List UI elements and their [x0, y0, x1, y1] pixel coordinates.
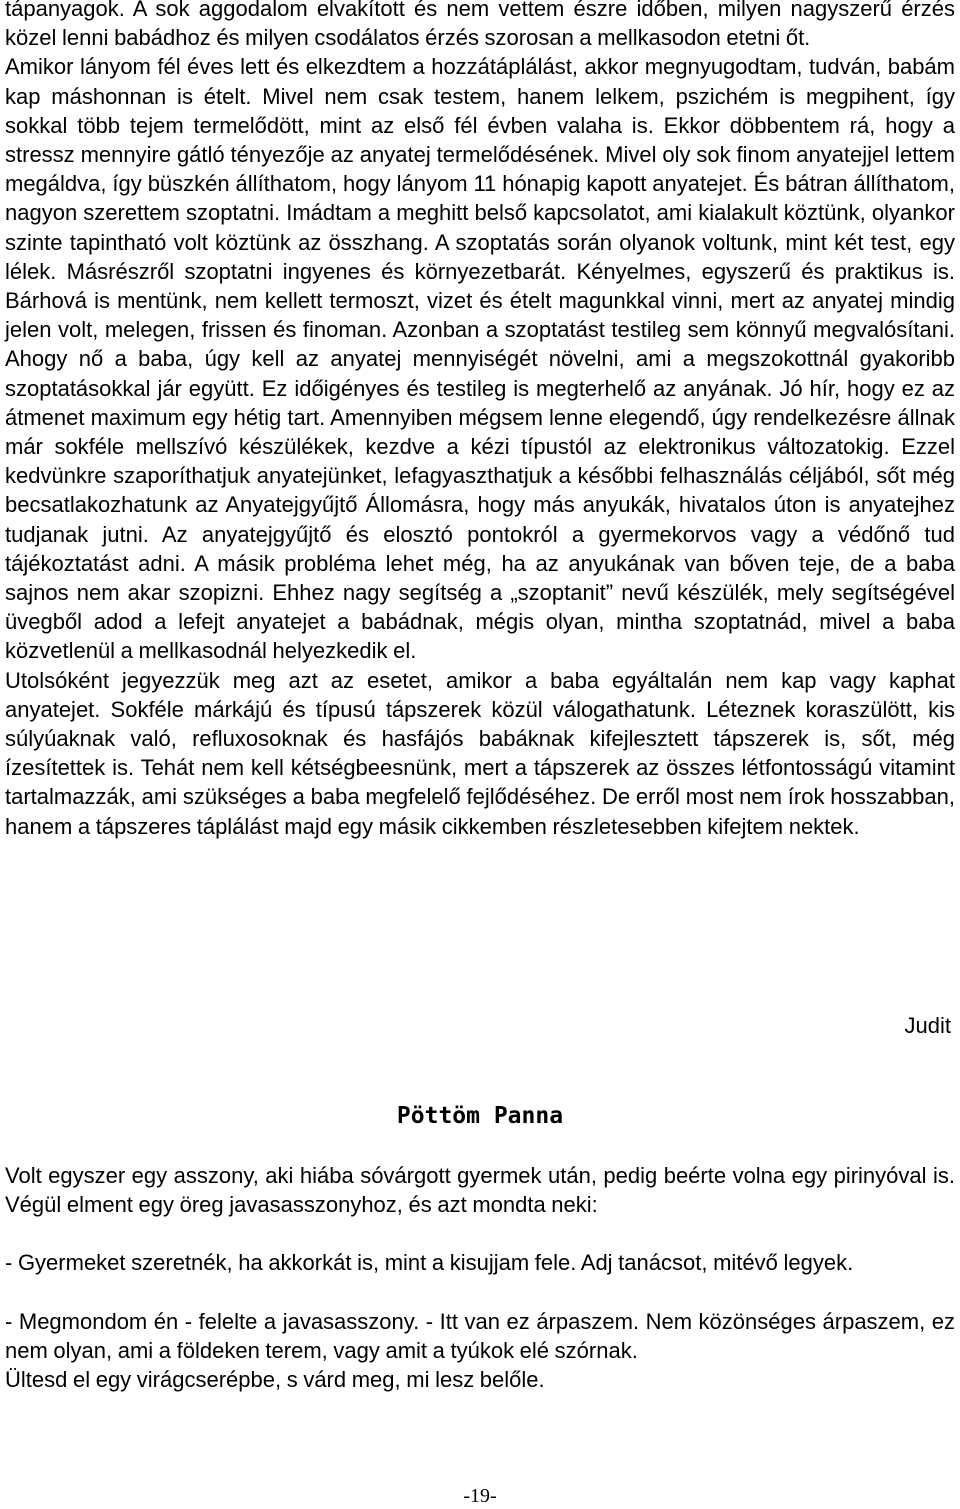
article-paragraph-1: tápanyagok. A sok aggodalom elvakított és nem vettem észre időben, milyen nagyszerű érzés közel lenni babádhoz és milyen csodálatos érzés szorosan a mellkasodon etetni őt. [5, 0, 955, 51]
story-paragraph-3: - Megmondom én - felelte a javasasszony. - Itt van ez árpaszem. Nem közönséges árpaszem, ez nem olyan, ami a földeken terem, vagy amit a tyúkok elé szórnak. [5, 1308, 955, 1363]
story-title: Pöttöm Panna [396, 1103, 564, 1129]
story-paragraph-2: - Gyermeket szeretnék, ha akkorkát is, mint a kisujjam fele. Adj tanácsot, mitévő legyek. [5, 1250, 854, 1276]
article-paragraph-2: Amikor lányom fél éves lett és elkezdtem a hozzátáplálást, akkor megnyugodtam, tudván, babám kap máshonnan is ételt. Mivel nem csak testem, hanem lelkem, pszichém is megpihent, így sokkal több tejem termelődött, mint az első fél évben valaha is. Ekkor döbbentem rá, hogy a stressz mennyire gátló tényezője az anyatej termelődésének. Mivel oly sok finom anyatejjel lettem megáldva, így büszkén állíthatom, hogy lányom 11 hónapig kapott anyatejet. És bátran állíthatom, nagyon szerettem szoptatni. Imádtam a meghitt belső kapcsolatot, ami kialakult köztünk, olyankor szinte tapintható volt köztünk az összhang. A szoptatás során olyanok voltunk, mint két test, egy lélek. Másrészről szoptatni ingyenes és környezetbarát. Kényelmes, egyszerű és praktikus is. Bárhová is mentünk, nem kellett termoszt, vizet és ételt magunkkal vinni, mert az anyatej mindig jelen volt, melegen, frissen és finoman. Azonban a szoptatást testileg sem könnyű megvalósítani. Ahogy nő a baba, úgy kell az anyatej mennyiségét növelni, ami a megszokottnál gyakoribb szoptatásokkal jár együtt. Ez időigényes és testileg is megterhelő az anyának. Jó hír, hogy ez az átmenet maximum egy hétig tart. Amennyiben mégsem lenne elegendő, úgy rendelkezésre állnak már sokféle mellszívó készülékek, kezdve a kézi típustól az elektronikus változatokig. Ezzel kedvünkre szaporíthatjuk anyatejünket, lefagyaszthatjuk a későbbi felhasználás céljából, sőt még becsatlakozhatunk az Anyatejgyűjtő Állomásra, hogy más anyukák, hivatalos úton is anyatejhez tudjanak jutni. Az anyatejgyűjtő és elosztó pontokról a gyermekorvos vagy a védőnő tud tájékoztatást adni. A másik probléma lehet még, ha az anyukának van bőven teje, de a baba sajnos nem akar szopizni. Ehhez nagy segítség a „szoptanit” nevű készülék, mely segítségével üvegből adod a lefejt anyatejet a babádnak, mégis olyan, mintha szoptatnád, mivel a baba közvetlenül a mellkasodnál helyezkedik el. [5, 54, 955, 664]
story-paragraph-1: Volt egyszer egy asszony, aki hiába sóvárgott gyermek után, pedig beérte volna egy pirinyóval is. Végül elment egy öreg javasasszonyhoz, és azt mondta neki: [5, 1163, 955, 1218]
page-number: -19- [463, 1485, 497, 1507]
story-body [5, 1161, 955, 1394]
article-body [5, 0, 955, 841]
author-signature: Judit [904, 1013, 951, 1038]
article-paragraph-3: Utolsóként jegyezzük meg azt az esetet, amikor a baba egyáltalán nem kap vagy kaphat anyatejet. Sokféle márkájú és típusú tápszerek közül válogathatunk. Léteznek koraszülött, kis súlyúaknak való, refluxosoknak és hasfájós babáknak kifejlesztett tápszerek is, sőt, még ízesítettek is. Tehát nem kell kétségbeesnünk, mert a tápszerek az összes létfontosságú vitamint tartalmazzák, ami szükséges a baba megfelelő fejlődéséhez. De erről most nem írok hosszabban, hanem a tápszeres táplálást majd egy másik cikkemben részletesebben kifejtem nektek. [5, 667, 955, 839]
story-paragraph-4: Ültesd el egy virágcserépbe, s várd meg, mi lesz belőle. [5, 1367, 545, 1393]
